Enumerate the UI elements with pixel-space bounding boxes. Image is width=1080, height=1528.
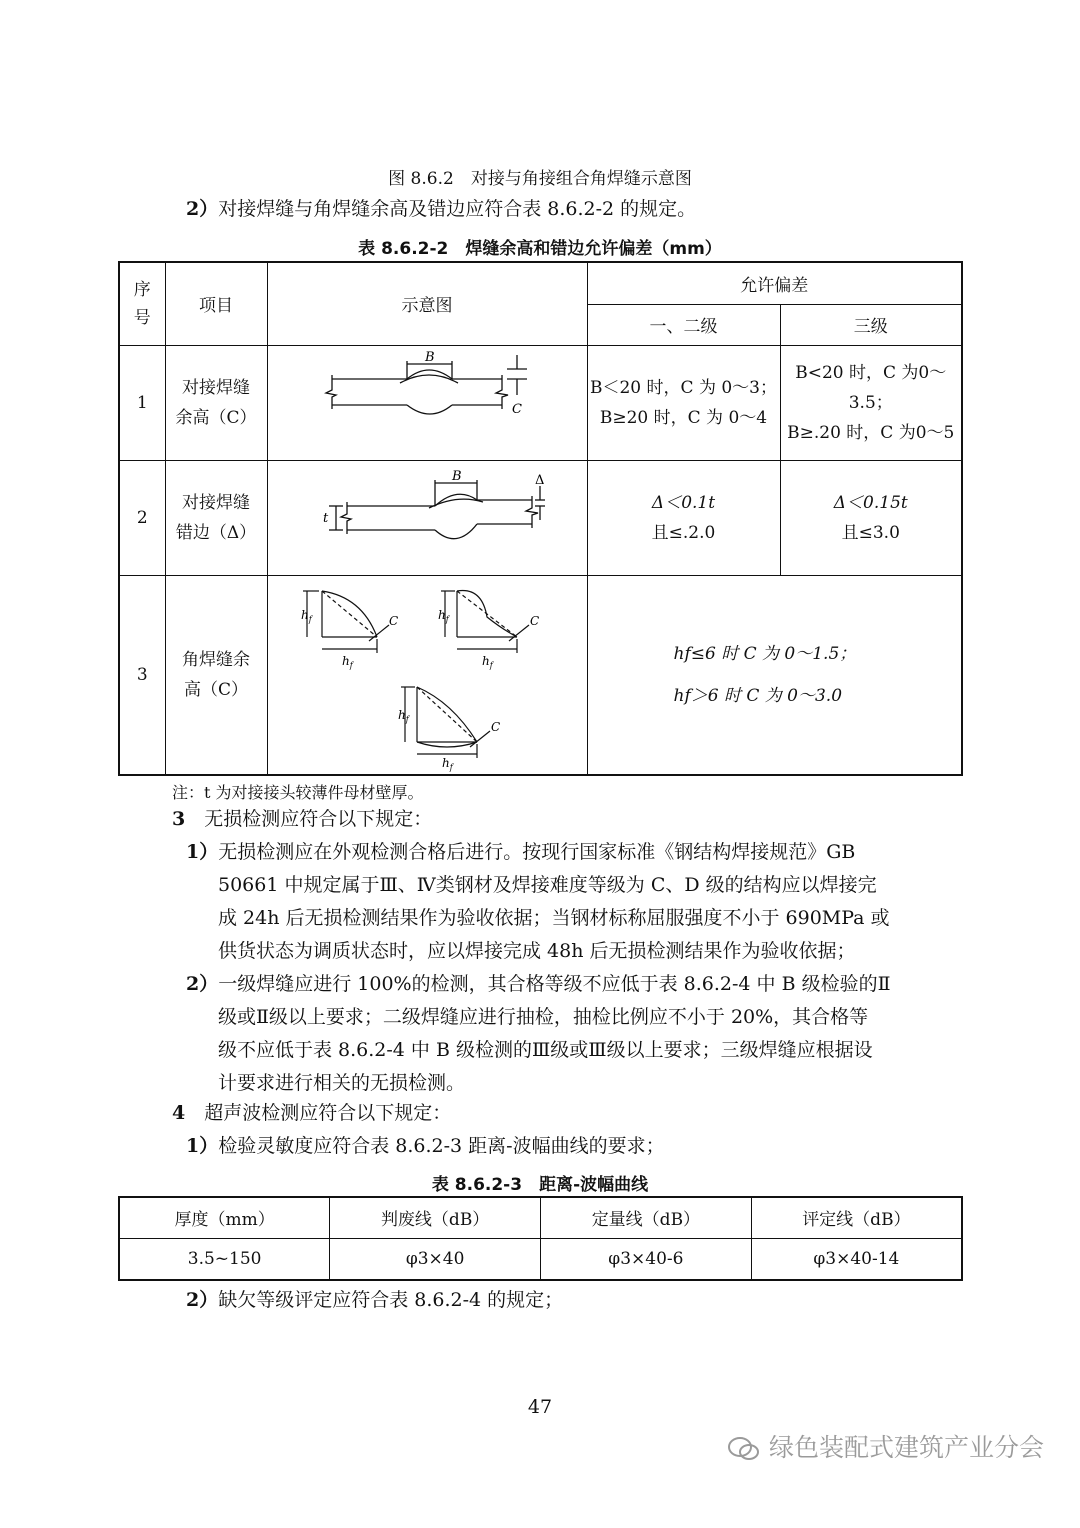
figure-caption: 图 8.6.2 对接与角接组合角焊缝示意图 (388, 169, 692, 189)
distance-amplitude-table (118, 1196, 963, 1281)
row1-grade12: B＜20 时，C 为 0～3； B≥20 时，C 为 0～4 (587, 345, 780, 460)
section-3-number: 3 (172, 808, 186, 830)
paragraph-line: 计要求进行相关的无损检测。 (218, 1072, 466, 1094)
tolerance-table (118, 261, 963, 776)
section-3-1-number: 1） (186, 841, 219, 863)
header-evaluation-line: 评定线（dB） (751, 1197, 962, 1238)
butt-weld-misalignment-diagram (307, 470, 547, 560)
header-quantitative-line: 定量线（dB） (541, 1197, 752, 1238)
item-2-text: 对接焊缝与角焊缝余高及错边应符合表 8.6.2-2 的规定。 (218, 198, 697, 220)
header-diagram: 示意图 (267, 262, 587, 345)
row1-grade3: B<20 时，C 为0～3.5； B≥.20 时，C 为0～5 (780, 345, 962, 460)
butt-weld-reinforcement-diagram (322, 350, 532, 445)
section-4-1-text: 检验灵敏度应符合表 8.6.2-3 距离-波幅曲线的要求； (218, 1135, 665, 1157)
svg-text:hf: $h_f$ (342, 654, 353, 671)
paragraph-line: 无损检测应在外观检测合格后进行。按现行国家标准《钢结构焊接规范》GB (218, 841, 856, 863)
svg-text:hf: $h_f$ (442, 756, 453, 773)
header-tolerance: 允许偏差 (587, 262, 962, 304)
label-c: C (389, 614, 399, 629)
row2-diagram (267, 460, 587, 575)
section-4-number: 4 (172, 1102, 186, 1124)
paragraph-line: 供货状态为调质状态时，应以焊接完成 48h 后无损检测结果作为验收依据； (218, 940, 856, 962)
row2-item: 对接焊缝 错边（Δ） (165, 460, 267, 575)
table-row (119, 460, 962, 575)
section-4-2-text: 缺欠等级评定应符合表 8.6.2-4 的规定； (218, 1289, 564, 1311)
section-3-1 (186, 836, 966, 968)
header-grade12: 一、二级 (587, 304, 780, 345)
header-grade3: 三级 (780, 304, 962, 345)
section-3-2-number: 2） (186, 973, 219, 995)
section-4-1-number: 1） (186, 1135, 219, 1157)
header-thickness: 厚度（mm） (119, 1197, 330, 1238)
svg-text:C: C (491, 720, 501, 735)
wechat-icon (727, 1436, 761, 1462)
svg-text:hf: $h_f$ (482, 654, 493, 671)
row2-grade3: Δ＜0.15t 且≤3.0 (780, 460, 962, 575)
section-3-2 (186, 968, 966, 1100)
row1-item: 对接焊缝 余高（C） (165, 345, 267, 460)
svg-text:hf: $h_f$ (438, 608, 449, 625)
svg-text:hf: $h_f$ (398, 708, 409, 725)
table-row (119, 575, 962, 775)
paragraph-line: 一级焊缝应进行 100%的检测，其合格等级不应低于表 8.6.2-4 中 B 级检验的Ⅱ (218, 973, 891, 995)
row3-diagram (267, 575, 587, 775)
label-delta: Δ (535, 473, 545, 488)
watermark (727, 1428, 1044, 1464)
section-3 (172, 803, 432, 836)
paragraph-line: 50661 中规定属于Ⅲ、Ⅳ类钢材及焊接难度等级为 C、D 级的结构应以焊接完 (218, 874, 877, 896)
row2-seq: 2 (119, 460, 165, 575)
paragraph-line: 级或Ⅱ级以上要求；二级焊缝应进行抽检，抽检比例应不小于 20%，其合格等 (218, 1006, 869, 1028)
table-row (119, 1238, 962, 1280)
page-number: 47 (527, 1396, 553, 1418)
header-seq: 序号 (119, 262, 165, 345)
item-2 (186, 193, 696, 226)
section-4-2-number: 2） (186, 1289, 219, 1311)
cell-quantitative-line: φ3×40-6 (541, 1238, 752, 1280)
header-item: 项目 (165, 262, 267, 345)
fillet-weld-reinforcement-diagram (277, 577, 577, 773)
row3-seq: 3 (119, 575, 165, 775)
row2-grade12: Δ＜0.1t 且≤.2.0 (587, 460, 780, 575)
item-2-number: 2） (186, 198, 219, 220)
cell-reject-line: φ3×40 (330, 1238, 541, 1280)
label-t: t (323, 511, 329, 526)
svg-text:C: C (530, 614, 540, 629)
section-4-text: 超声波检测应符合以下规定： (204, 1102, 452, 1124)
cell-evaluation-line: φ3×40-14 (751, 1238, 962, 1280)
svg-text:hf: $h_f$ (301, 608, 312, 625)
row1-seq: 1 (119, 345, 165, 460)
paragraph-line: 成 24h 后无损检测结果作为验收依据；当钢材标称屈服强度不小于 690MPa 或 (218, 907, 890, 929)
watermark-text: 绿色装配式建筑产业分会 (768, 1433, 1044, 1462)
section-4 (172, 1097, 451, 1130)
section-3-text: 无损检测应符合以下规定： (204, 808, 433, 830)
row3-item: 角焊缝余 高（C） (165, 575, 267, 775)
cell-thickness: 3.5~150 (119, 1238, 330, 1280)
table-note: 注：t 为对接接头较薄件母材壁厚。 (172, 783, 424, 802)
table-1-title: 表 8.6.2-2 焊缝余高和错边允许偏差（mm） (358, 239, 722, 259)
table-2-title: 表 8.6.2-3 距离-波幅曲线 (431, 1175, 649, 1195)
section-4-1 (186, 1130, 665, 1163)
label-c: C (512, 402, 522, 417)
header-reject-line: 判废线（dB） (330, 1197, 541, 1238)
row3-requirement: hf≤6 时 C 为 0～1.5； hf＞6 时 C 为 0～3.0 (587, 575, 962, 775)
label-b: B (452, 469, 462, 484)
label-b: B (425, 350, 435, 365)
section-4-2 (186, 1284, 563, 1317)
table-row (119, 345, 962, 460)
paragraph-line: 级不应低于表 8.6.2-4 中 B 级检测的Ⅲ级或Ⅲ级以上要求；三级焊缝应根据设 (218, 1039, 873, 1061)
row1-diagram (267, 345, 587, 460)
